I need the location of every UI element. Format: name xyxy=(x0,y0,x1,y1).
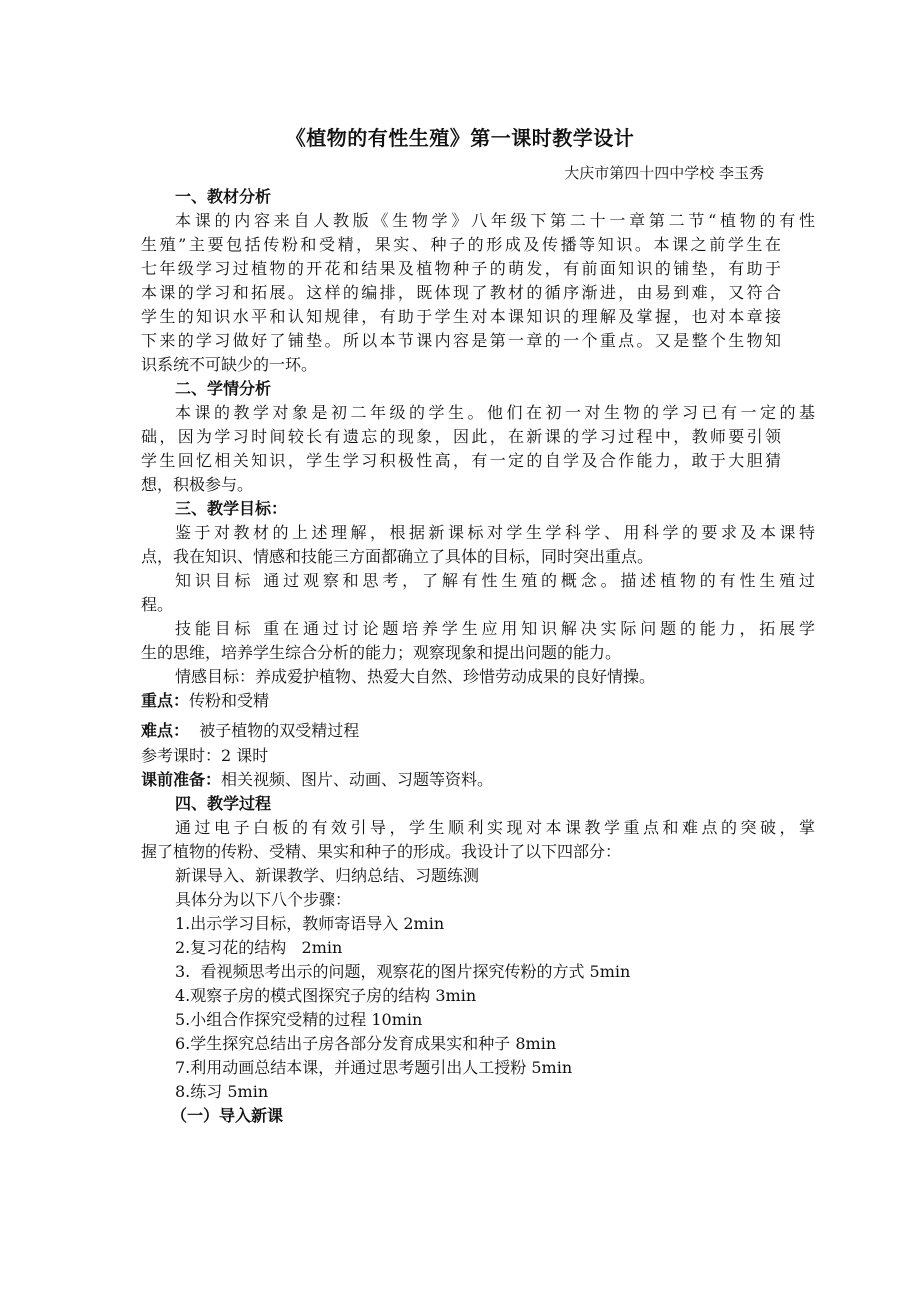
paragraph-line: 生的思维，培养学生综合分析的能力；观察现象和提出问题的能力。 xyxy=(141,643,622,662)
paragraph-line: 技能目标 重在通过讨论题培养学生应用知识解决实际问题的能力，拓展学 xyxy=(175,619,815,638)
sub-heading: （一）导入新课 xyxy=(171,1106,284,1125)
step-item: 5.小组合作探究受精的过程 10min xyxy=(175,1010,423,1029)
step-item: 2.复习花的结构 2min xyxy=(175,938,343,957)
author-line: 大庆市第四十四中学校 李玉秀 xyxy=(564,164,764,182)
paragraph-line: 学生的知识水平和认知规律，有助于学生对本课知识的理解及掌握，也对本章接 xyxy=(141,307,781,326)
paragraph-line: 识系统不可缺少的一环。 xyxy=(141,355,318,374)
step-item: 3. 看视频思考出示的问题，观察花的图片探究传粉的方式 5min xyxy=(175,962,631,981)
step-item: 8.练习 5min xyxy=(175,1082,269,1101)
page-title: 《植物的有性生殖》第一课时教学设计 xyxy=(285,126,635,150)
step-item: 1.出示学习目标，教师寄语导入 2min xyxy=(175,914,445,933)
paragraph-line: 七年级学习过植物的开花和结果及植物种子的萌发，有前面知识的铺垫，有助于 xyxy=(141,259,781,278)
hours-line: 参考课时：2 课时 xyxy=(141,746,269,765)
difficulty-line xyxy=(141,721,781,741)
prep-line xyxy=(141,770,781,790)
paragraph-line: 程。 xyxy=(141,595,174,614)
paragraph-line: 鉴于对教材的上述理解，根据新课标对学生学科学、用科学的要求及本课特 xyxy=(175,523,815,542)
paragraph-line: 新课导入、新课教学、归纳总结、习题练测 xyxy=(175,866,480,885)
key-point-line xyxy=(141,691,781,711)
paragraph-line: 本课的内容来自人教版《生物学》八年级下第二十一章第二节“植物的有性 xyxy=(175,211,815,230)
difficulty-label: 难点： xyxy=(141,721,190,740)
section-heading-1: 一、教材分析 xyxy=(175,187,272,206)
difficulty-text: 被子植物的双受精过程 xyxy=(189,721,360,740)
paragraph-line: 本课的学习和拓展。这样的编排，既体现了教材的循序渐进，由易到难，又符合 xyxy=(141,283,781,302)
paragraph-line: 本课的教学对象是初二年级的学生。他们在初一对生物的学习已有一定的基 xyxy=(175,403,815,422)
paragraph-line: 通过电子白板的有效引导，学生顺利实现对本课教学重点和难点的突破，掌 xyxy=(175,818,815,837)
key-point-label: 重点： xyxy=(141,691,190,710)
paragraph-line: 础，因为学习时间较长有遗忘的现象，因此，在新课的学习过程中，教师要引领 xyxy=(141,427,781,446)
paragraph-line: 点，我在知识、情感和技能三方面都确立了具体的目标，同时突出重点。 xyxy=(141,547,654,566)
section-heading-2: 二、学情分析 xyxy=(175,379,272,398)
key-point-text: 传粉和受精 xyxy=(189,691,270,710)
step-item: 4.观察子房的模式图探究子房的结构 3min xyxy=(175,986,477,1005)
section-heading-3: 三、教学目标： xyxy=(175,499,288,518)
prep-label: 课前准备： xyxy=(141,770,222,789)
paragraph-line: 想，积极参与。 xyxy=(141,475,254,494)
paragraph-line: 具体分为以下八个步骤： xyxy=(175,890,352,909)
paragraph-line: 知识目标 通过观察和思考，了解有性生殖的概念。描述植物的有性生殖过 xyxy=(175,571,815,590)
step-item: 7.利用动画总结本课，并通过思考题引出人工授粉 5min xyxy=(175,1058,573,1077)
paragraph-line: 学生回忆相关知识，学生学习积极性高，有一定的自学及合作能力，敢于大胆猜 xyxy=(141,451,781,470)
paragraph-line: 握了植物的传粉、受精、果实和种子的形成。我设计了以下四部分： xyxy=(141,842,622,861)
paragraph-line: 情感目标：养成爱护植物、热爱大自然、珍惜劳动成果的良好情操。 xyxy=(175,667,656,686)
prep-text: 相关视频、图片、动画、习题等资料。 xyxy=(221,770,494,789)
paragraph-line: 生殖”主要包括传粉和受精，果实、种子的形成及传播等知识。本课之前学生在 xyxy=(141,235,781,254)
paragraph-line: 下来的学习做好了铺垫。所以本节课内容是第一章的一个重点。又是整个生物知 xyxy=(141,331,781,350)
step-item: 6.学生探究总结出子房各部分发育成果实和种子 8min xyxy=(175,1034,557,1053)
section-heading-4: 四、教学过程 xyxy=(175,794,272,813)
